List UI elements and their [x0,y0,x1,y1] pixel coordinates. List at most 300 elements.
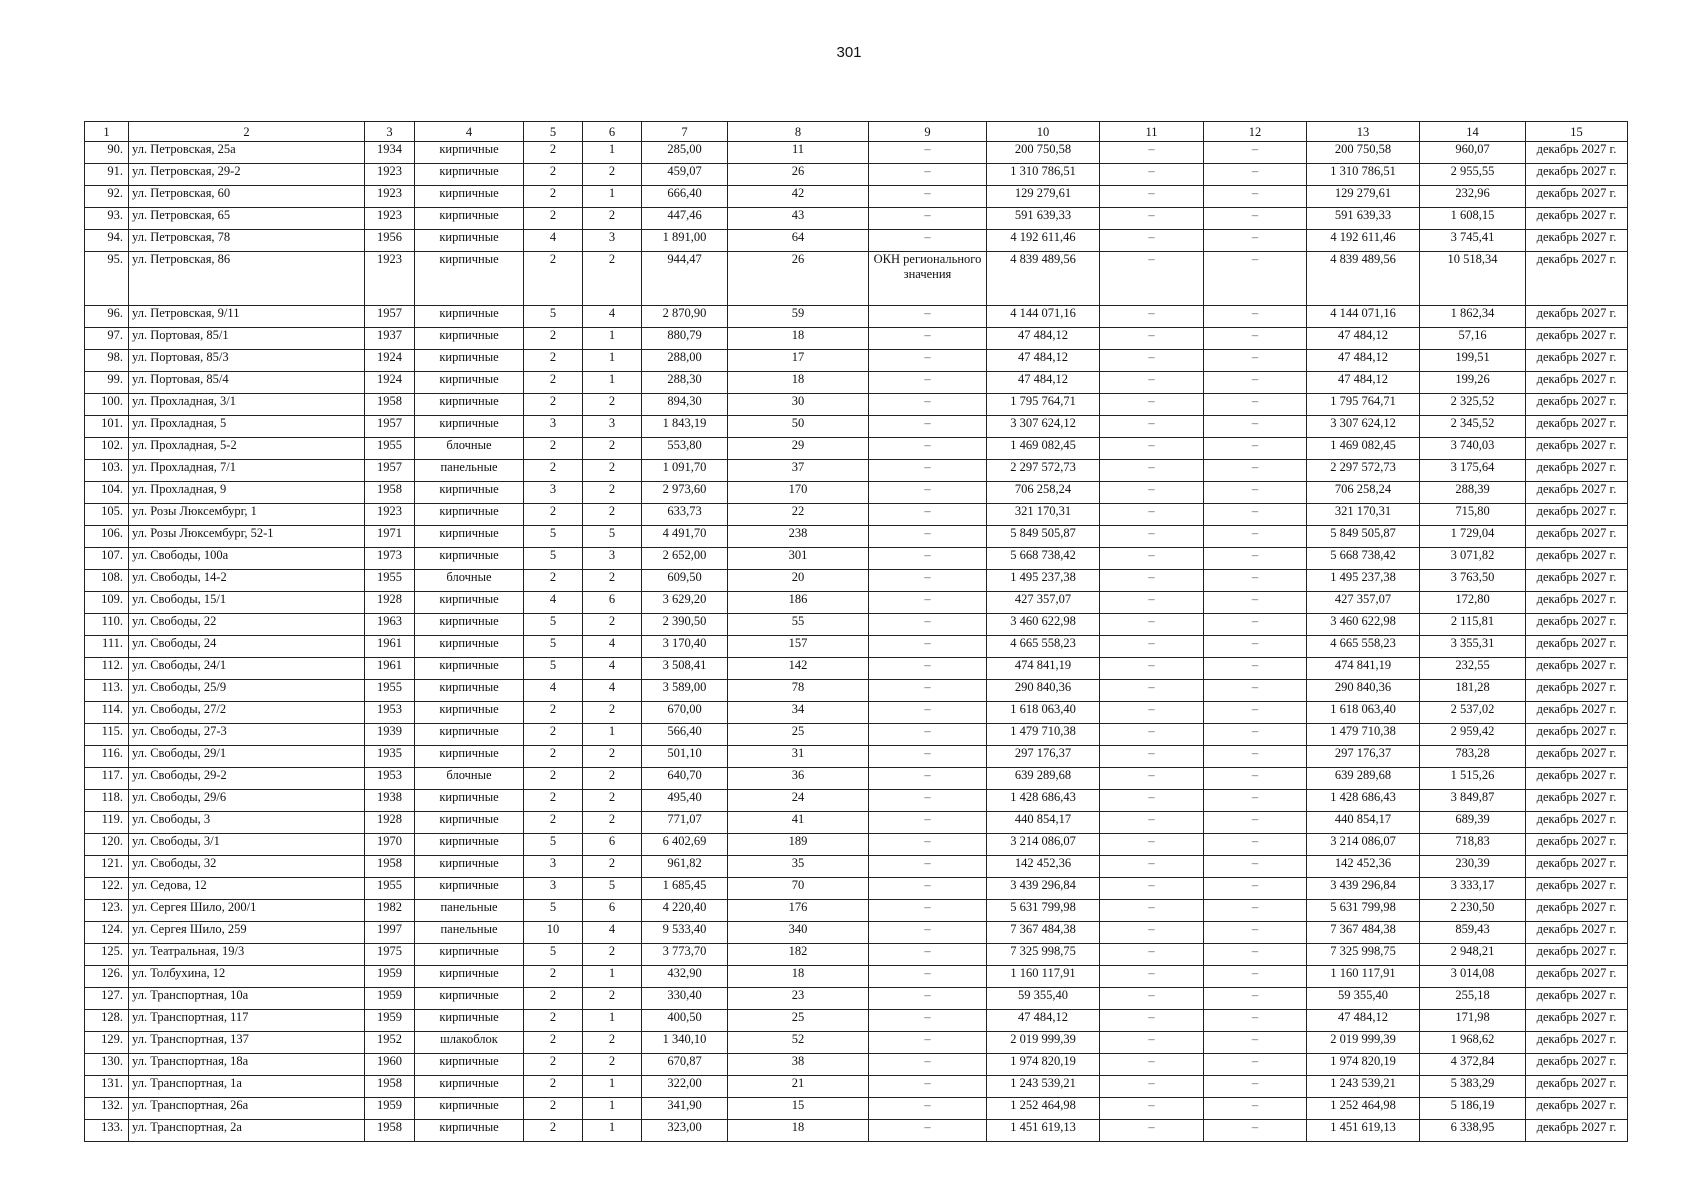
wall-material-cell: кирпичные [415,614,524,636]
row-number: 108. [85,570,129,592]
status-cell: – [869,142,987,164]
year-cell: 1982 [365,900,415,922]
col-12-cell: – [1204,252,1307,306]
residents-cell: 142 [728,658,869,680]
year-cell: 1955 [365,680,415,702]
column-header: 15 [1526,122,1628,142]
col-12-cell: – [1204,614,1307,636]
row-number: 101. [85,416,129,438]
cost-cell: 4 839 489,56 [987,252,1100,306]
col-12-cell: – [1204,1010,1307,1032]
residents-cell: 18 [728,966,869,988]
cost-cell: 427 357,07 [987,592,1100,614]
floors-cell: 2 [524,394,583,416]
row-number: 92. [85,186,129,208]
entrances-cell: 2 [583,768,642,790]
floors-cell: 2 [524,570,583,592]
unit-cost-cell: 3 071,82 [1420,548,1526,570]
wall-material-cell: кирпичные [415,878,524,900]
row-number: 130. [85,1054,129,1076]
col-12-cell: – [1204,724,1307,746]
total-cost-cell: 1 479 710,38 [1307,724,1420,746]
entrances-cell: 4 [583,680,642,702]
column-header: 1 [85,122,129,142]
col-11-cell: – [1100,724,1204,746]
residents-cell: 17 [728,350,869,372]
status-cell: – [869,746,987,768]
col-11-cell: – [1100,372,1204,394]
cost-cell: 290 840,36 [987,680,1100,702]
floors-cell: 2 [524,812,583,834]
table-row [85,186,1628,208]
status-cell: – [869,230,987,252]
cost-cell: 47 484,12 [987,350,1100,372]
entrances-cell: 2 [583,482,642,504]
area-cell: 670,00 [642,702,728,724]
area-cell: 9 533,40 [642,922,728,944]
col-11-cell: – [1100,548,1204,570]
entrances-cell: 2 [583,570,642,592]
total-cost-cell: 1 160 117,91 [1307,966,1420,988]
total-cost-cell: 7 367 484,38 [1307,922,1420,944]
area-cell: 459,07 [642,164,728,186]
year-cell: 1924 [365,350,415,372]
cost-cell: 1 974 820,19 [987,1054,1100,1076]
col-11-cell: – [1100,504,1204,526]
total-cost-cell: 3 214 086,07 [1307,834,1420,856]
column-header: 7 [642,122,728,142]
column-header: 12 [1204,122,1307,142]
deadline-cell: декабрь 2027 г. [1526,394,1628,416]
unit-cost-cell: 859,43 [1420,922,1526,944]
col-11-cell: – [1100,350,1204,372]
deadline-cell: декабрь 2027 г. [1526,592,1628,614]
row-number: 121. [85,856,129,878]
unit-cost-cell: 689,39 [1420,812,1526,834]
status-cell: – [869,1098,987,1120]
unit-cost-cell: 6 338,95 [1420,1120,1526,1142]
entrances-cell: 2 [583,504,642,526]
cost-cell: 1 795 764,71 [987,394,1100,416]
deadline-cell: декабрь 2027 г. [1526,504,1628,526]
floors-cell: 2 [524,372,583,394]
address-cell: ул. Транспортная, 117 [129,1010,365,1032]
floors-cell: 2 [524,252,583,306]
floors-cell: 5 [524,900,583,922]
entrances-cell: 2 [583,856,642,878]
cost-cell: 47 484,12 [987,1010,1100,1032]
residents-cell: 64 [728,230,869,252]
entrances-cell: 1 [583,186,642,208]
col-12-cell: – [1204,548,1307,570]
cost-cell: 1 479 710,38 [987,724,1100,746]
floors-cell: 2 [524,1098,583,1120]
row-number: 110. [85,614,129,636]
total-cost-cell: 427 357,07 [1307,592,1420,614]
year-cell: 1953 [365,702,415,724]
address-cell: ул. Транспортная, 1а [129,1076,365,1098]
col-12-cell: – [1204,702,1307,724]
entrances-cell: 1 [583,1076,642,1098]
unit-cost-cell: 2 345,52 [1420,416,1526,438]
residents-cell: 157 [728,636,869,658]
status-cell: – [869,966,987,988]
unit-cost-cell: 57,16 [1420,328,1526,350]
cost-cell: 2 019 999,39 [987,1032,1100,1054]
residents-cell: 25 [728,724,869,746]
unit-cost-cell: 718,83 [1420,834,1526,856]
page-number: 301 [836,44,862,61]
year-cell: 1963 [365,614,415,636]
col-11-cell: – [1100,966,1204,988]
year-cell: 1959 [365,966,415,988]
entrances-cell: 2 [583,164,642,186]
column-header: 8 [728,122,869,142]
row-number: 112. [85,658,129,680]
floors-cell: 5 [524,834,583,856]
total-cost-cell: 4 144 071,16 [1307,306,1420,328]
row-number: 93. [85,208,129,230]
status-cell: – [869,350,987,372]
table-row [85,1120,1628,1142]
wall-material-cell: кирпичные [415,328,524,350]
address-cell: ул. Транспортная, 10а [129,988,365,1010]
year-cell: 1939 [365,724,415,746]
floors-cell: 2 [524,504,583,526]
total-cost-cell: 1 795 764,71 [1307,394,1420,416]
floors-cell: 2 [524,208,583,230]
floors-cell: 10 [524,922,583,944]
total-cost-cell: 5 668 738,42 [1307,548,1420,570]
col-12-cell: – [1204,966,1307,988]
col-11-cell: – [1100,878,1204,900]
status-cell: – [869,394,987,416]
unit-cost-cell: 2 325,52 [1420,394,1526,416]
unit-cost-cell: 10 518,34 [1420,252,1526,306]
total-cost-cell: 47 484,12 [1307,372,1420,394]
deadline-cell: декабрь 2027 г. [1526,208,1628,230]
total-cost-cell: 1 243 539,21 [1307,1076,1420,1098]
table-row [85,1076,1628,1098]
area-cell: 501,10 [642,746,728,768]
unit-cost-cell: 4 372,84 [1420,1054,1526,1076]
residents-cell: 78 [728,680,869,702]
table-row [85,944,1628,966]
year-cell: 1958 [365,1076,415,1098]
col-11-cell: – [1100,680,1204,702]
year-cell: 1924 [365,372,415,394]
entrances-cell: 4 [583,658,642,680]
unit-cost-cell: 1 968,62 [1420,1032,1526,1054]
column-header: 2 [129,122,365,142]
table-row [85,438,1628,460]
wall-material-cell: кирпичные [415,1098,524,1120]
col-11-cell: – [1100,142,1204,164]
cost-cell: 639 289,68 [987,768,1100,790]
deadline-cell: декабрь 2027 г. [1526,186,1628,208]
address-cell: ул. Петровская, 86 [129,252,365,306]
table-row [85,328,1628,350]
cost-cell: 1 495 237,38 [987,570,1100,592]
area-cell: 2 652,00 [642,548,728,570]
status-cell: – [869,438,987,460]
deadline-cell: декабрь 2027 г. [1526,164,1628,186]
address-cell: ул. Транспортная, 18а [129,1054,365,1076]
wall-material-cell: кирпичные [415,504,524,526]
cost-cell: 1 451 619,13 [987,1120,1100,1142]
year-cell: 1958 [365,394,415,416]
residents-cell: 21 [728,1076,869,1098]
area-cell: 432,90 [642,966,728,988]
entrances-cell: 6 [583,592,642,614]
row-number: 102. [85,438,129,460]
row-number: 113. [85,680,129,702]
col-11-cell: – [1100,482,1204,504]
entrances-cell: 1 [583,142,642,164]
status-cell: – [869,328,987,350]
wall-material-cell: кирпичные [415,834,524,856]
col-11-cell: – [1100,812,1204,834]
wall-material-cell: кирпичные [415,230,524,252]
col-12-cell: – [1204,306,1307,328]
total-cost-cell: 1 618 063,40 [1307,702,1420,724]
table-row [85,856,1628,878]
total-cost-cell: 4 839 489,56 [1307,252,1420,306]
year-cell: 1975 [365,944,415,966]
cost-cell: 7 367 484,38 [987,922,1100,944]
entrances-cell: 2 [583,614,642,636]
deadline-cell: декабрь 2027 г. [1526,768,1628,790]
year-cell: 1961 [365,658,415,680]
col-12-cell: – [1204,680,1307,702]
table-row [85,1010,1628,1032]
col-11-cell: – [1100,768,1204,790]
wall-material-cell: кирпичные [415,724,524,746]
table-row [85,592,1628,614]
wall-material-cell: кирпичные [415,636,524,658]
year-cell: 1973 [365,548,415,570]
residents-cell: 34 [728,702,869,724]
residents-cell: 59 [728,306,869,328]
area-cell: 2 870,90 [642,306,728,328]
total-cost-cell: 2 297 572,73 [1307,460,1420,482]
deadline-cell: декабрь 2027 г. [1526,614,1628,636]
wall-material-cell: панельные [415,922,524,944]
status-cell: – [869,702,987,724]
residents-cell: 182 [728,944,869,966]
column-header: 6 [583,122,642,142]
wall-material-cell: блочные [415,438,524,460]
unit-cost-cell: 288,39 [1420,482,1526,504]
entrances-cell: 2 [583,394,642,416]
unit-cost-cell: 5 186,19 [1420,1098,1526,1120]
area-cell: 400,50 [642,1010,728,1032]
table-row [85,702,1628,724]
column-header: 14 [1420,122,1526,142]
col-11-cell: – [1100,1076,1204,1098]
col-12-cell: – [1204,636,1307,658]
area-cell: 495,40 [642,790,728,812]
deadline-cell: декабрь 2027 г. [1526,328,1628,350]
col-11-cell: – [1100,438,1204,460]
unit-cost-cell: 181,28 [1420,680,1526,702]
deadline-cell: декабрь 2027 г. [1526,1120,1628,1142]
deadline-cell: декабрь 2027 г. [1526,900,1628,922]
row-number: 91. [85,164,129,186]
area-cell: 961,82 [642,856,728,878]
address-cell: ул. Седова, 12 [129,878,365,900]
wall-material-cell: кирпичные [415,746,524,768]
col-12-cell: – [1204,526,1307,548]
year-cell: 1961 [365,636,415,658]
col-11-cell: – [1100,746,1204,768]
col-12-cell: – [1204,570,1307,592]
table-row [85,1098,1628,1120]
row-number: 103. [85,460,129,482]
row-number: 132. [85,1098,129,1120]
year-cell: 1923 [365,186,415,208]
year-cell: 1960 [365,1054,415,1076]
col-11-cell: – [1100,856,1204,878]
total-cost-cell: 4 665 558,23 [1307,636,1420,658]
total-cost-cell: 129 279,61 [1307,186,1420,208]
deadline-cell: декабрь 2027 г. [1526,438,1628,460]
row-number: 128. [85,1010,129,1032]
column-header: 4 [415,122,524,142]
residents-cell: 38 [728,1054,869,1076]
deadline-cell: декабрь 2027 г. [1526,548,1628,570]
total-cost-cell: 1 469 082,45 [1307,438,1420,460]
status-cell: – [869,944,987,966]
col-11-cell: – [1100,658,1204,680]
cost-cell: 1 618 063,40 [987,702,1100,724]
residents-cell: 29 [728,438,869,460]
deadline-cell: декабрь 2027 г. [1526,306,1628,328]
address-cell: ул. Петровская, 9/11 [129,306,365,328]
floors-cell: 3 [524,878,583,900]
row-number: 125. [85,944,129,966]
residents-cell: 170 [728,482,869,504]
total-cost-cell: 1 428 686,43 [1307,790,1420,812]
cost-cell: 3 214 086,07 [987,834,1100,856]
column-header: 13 [1307,122,1420,142]
area-cell: 285,00 [642,142,728,164]
address-cell: ул. Толбухина, 12 [129,966,365,988]
unit-cost-cell: 1 515,26 [1420,768,1526,790]
table-row [85,548,1628,570]
residents-cell: 186 [728,592,869,614]
unit-cost-cell: 3 763,50 [1420,570,1526,592]
table-row [85,460,1628,482]
unit-cost-cell: 1 729,04 [1420,526,1526,548]
area-cell: 1 685,45 [642,878,728,900]
entrances-cell: 6 [583,900,642,922]
entrances-cell: 4 [583,636,642,658]
total-cost-cell: 290 840,36 [1307,680,1420,702]
col-11-cell: – [1100,834,1204,856]
address-cell: ул. Свободы, 24/1 [129,658,365,680]
row-number: 120. [85,834,129,856]
deadline-cell: декабрь 2027 г. [1526,680,1628,702]
year-cell: 1970 [365,834,415,856]
wall-material-cell: кирпичные [415,548,524,570]
status-cell: – [869,636,987,658]
address-cell: ул. Свободы, 27-3 [129,724,365,746]
wall-material-cell: кирпичные [415,702,524,724]
entrances-cell: 4 [583,306,642,328]
total-cost-cell: 142 452,36 [1307,856,1420,878]
area-cell: 288,30 [642,372,728,394]
floors-cell: 2 [524,186,583,208]
residents-cell: 41 [728,812,869,834]
total-cost-cell: 200 750,58 [1307,142,1420,164]
residents-cell: 18 [728,372,869,394]
deadline-cell: декабрь 2027 г. [1526,1054,1628,1076]
unit-cost-cell: 2 955,55 [1420,164,1526,186]
entrances-cell: 1 [583,724,642,746]
table-row [85,658,1628,680]
wall-material-cell: панельные [415,460,524,482]
wall-material-cell: кирпичные [415,1120,524,1142]
unit-cost-cell: 199,51 [1420,350,1526,372]
area-cell: 1 091,70 [642,460,728,482]
unit-cost-cell: 783,28 [1420,746,1526,768]
table-row [85,526,1628,548]
entrances-cell: 1 [583,1098,642,1120]
unit-cost-cell: 1 608,15 [1420,208,1526,230]
address-cell: ул. Свободы, 25/9 [129,680,365,702]
entrances-cell: 2 [583,702,642,724]
unit-cost-cell: 2 537,02 [1420,702,1526,724]
year-cell: 1959 [365,988,415,1010]
wall-material-cell: шлакоблок [415,1032,524,1054]
residents-cell: 23 [728,988,869,1010]
residents-cell: 340 [728,922,869,944]
unit-cost-cell: 3 175,64 [1420,460,1526,482]
area-cell: 640,70 [642,768,728,790]
address-cell: ул. Сергея Шило, 200/1 [129,900,365,922]
total-cost-cell: 47 484,12 [1307,1010,1420,1032]
total-cost-cell: 639 289,68 [1307,768,1420,790]
year-cell: 1957 [365,416,415,438]
wall-material-cell: кирпичные [415,416,524,438]
table-row [85,922,1628,944]
entrances-cell: 1 [583,328,642,350]
year-cell: 1958 [365,482,415,504]
floors-cell: 5 [524,526,583,548]
residents-cell: 15 [728,1098,869,1120]
area-cell: 4 220,40 [642,900,728,922]
row-number: 107. [85,548,129,570]
cost-cell: 321 170,31 [987,504,1100,526]
year-cell: 1959 [365,1098,415,1120]
row-number: 127. [85,988,129,1010]
row-number: 95. [85,252,129,306]
wall-material-cell: блочные [415,768,524,790]
status-cell: – [869,186,987,208]
residents-cell: 11 [728,142,869,164]
deadline-cell: декабрь 2027 г. [1526,460,1628,482]
address-cell: ул. Свободы, 29/1 [129,746,365,768]
floors-cell: 5 [524,614,583,636]
unit-cost-cell: 2 115,81 [1420,614,1526,636]
wall-material-cell: кирпичные [415,208,524,230]
status-cell: – [869,164,987,186]
floors-cell: 4 [524,230,583,252]
entrances-cell: 1 [583,1010,642,1032]
table-row [85,350,1628,372]
entrances-cell: 2 [583,252,642,306]
